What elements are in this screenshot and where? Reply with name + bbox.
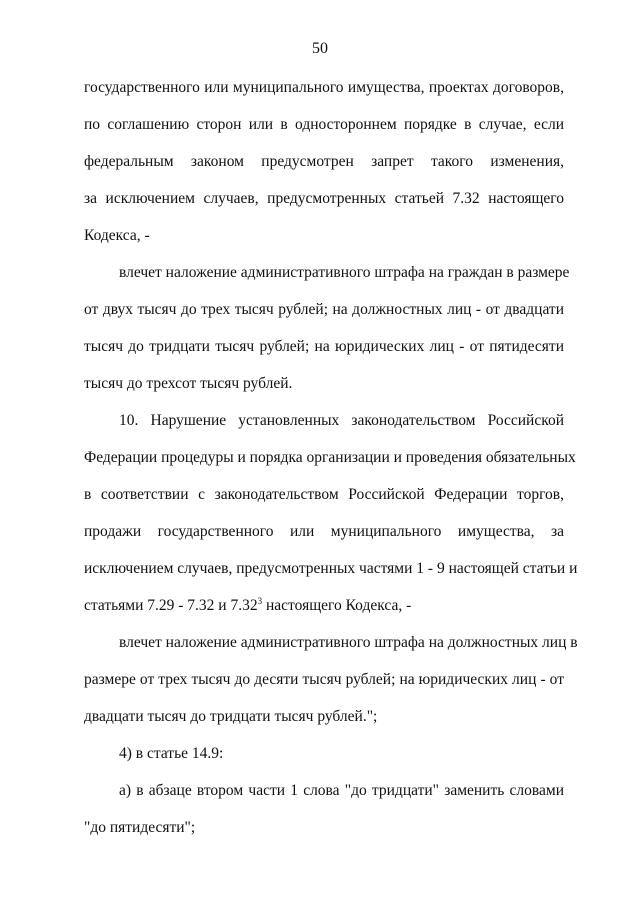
superscript: 3 <box>257 595 263 606</box>
text-line: 4) в статье 14.9: <box>119 745 224 762</box>
text-line: влечет наложение административного штрафа на должностных лиц в <box>119 634 578 651</box>
text-line: 10. Нарушение установленных законодательством Российской <box>119 412 564 429</box>
text-line: тысяч до трехсот тысяч рублей. <box>84 375 293 392</box>
text-line-with-superscript <box>84 596 564 616</box>
text-line: федеральным законом предусмотрен запрет такого изменения, <box>84 153 564 170</box>
text-line: за исключением случаев, предусмотренных статьей 7.32 настоящего <box>84 190 564 207</box>
page-number: 50 <box>312 40 328 57</box>
text-line: по соглашению сторон или в одностороннем порядке в случае, если <box>84 116 564 133</box>
text-line: тысяч до тридцати тысяч рублей; на юридических лиц - от пятидесяти <box>84 338 564 355</box>
text-line: размере от трех тысяч до десяти тысяч рублей; на юридических лиц - от <box>84 671 564 688</box>
text-line: Кодекса, - <box>84 227 150 244</box>
text-line: а) в абзаце втором части 1 слова "до тридцати" заменить словами <box>119 782 564 799</box>
text-segment: статьями 7.29 - 7.32 и 7.32 <box>84 597 258 614</box>
text-line: продажи государственного или муниципального имущества, за <box>84 523 564 540</box>
text-line: в соответствии с законодательством Российской Федерации торгов, <box>84 486 564 503</box>
text-segment: настоящего Кодекса, - <box>262 597 412 614</box>
text-line: от двух тысяч до трех тысяч рублей; на должностных лиц - от двадцати <box>84 301 564 318</box>
text-line: государственного или муниципального имущества, проектах договоров, <box>84 79 564 96</box>
text-line: влечет наложение административного штрафа на граждан в размере <box>119 264 570 281</box>
text-line: исключением случаев, предусмотренных частями 1 - 9 настоящей статьи и <box>84 560 578 577</box>
text-line: двадцати тысяч до тридцати тысяч рублей."; <box>84 708 378 725</box>
text-line: "до пятидесяти"; <box>84 819 196 836</box>
text-line: Федерации процедуры и порядка организации и проведения обязательных <box>84 449 576 466</box>
